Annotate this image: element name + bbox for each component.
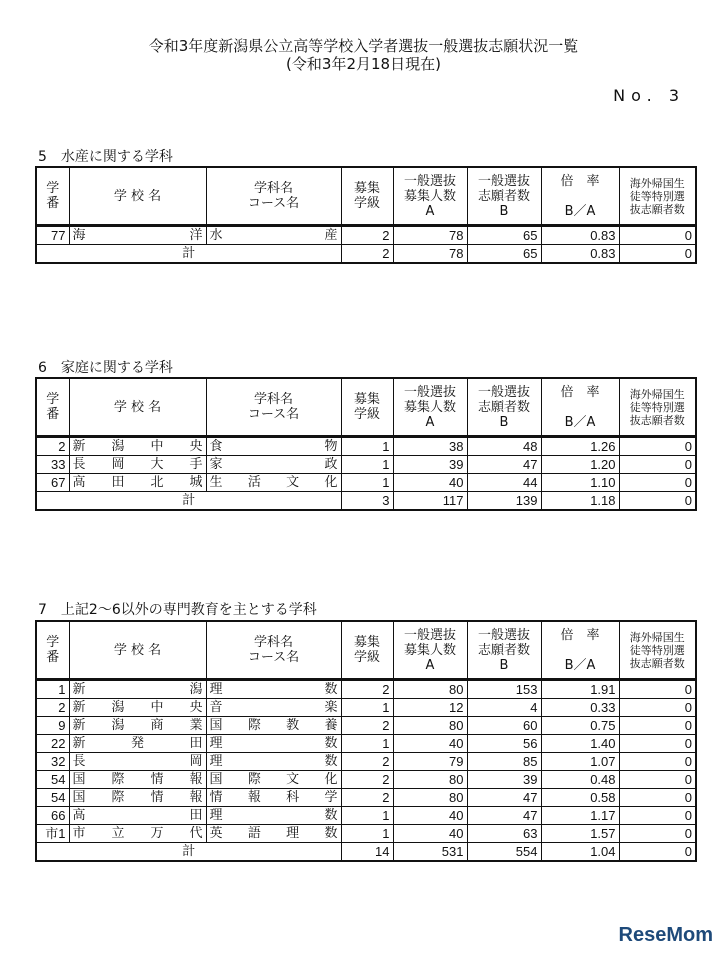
cell-school: 高田北城: [69, 474, 206, 492]
total-ratio: 1.18: [541, 492, 619, 511]
cell-ratio: 0.48: [541, 771, 619, 789]
header-dept: 学科名 コース名: [206, 621, 341, 680]
cell-overseas: 0: [619, 456, 696, 474]
cell-b: 44: [467, 474, 541, 492]
header-no: 学番: [36, 167, 69, 226]
header-b: 一般選抜 志願者数 B: [467, 167, 541, 226]
cell-overseas: 0: [619, 474, 696, 492]
cell-overseas: 0: [619, 789, 696, 807]
section-title: 5 水産に関する学科: [38, 149, 173, 165]
cell-classes: 1: [341, 699, 393, 717]
cell-school: 長岡大手: [69, 456, 206, 474]
cell-no: 1: [36, 680, 69, 699]
cell-b: 85: [467, 753, 541, 771]
cell-classes: 2: [341, 753, 393, 771]
cell-a: 38: [393, 437, 467, 456]
header-ratio: 倍 率 B／A: [541, 621, 619, 680]
table-row: [36, 474, 696, 492]
cell-overseas: 0: [619, 717, 696, 735]
cell-classes: 2: [341, 680, 393, 699]
table-row: [36, 825, 696, 843]
cell-no: 67: [36, 474, 69, 492]
cell-no: 54: [36, 771, 69, 789]
cell-classes: 1: [341, 437, 393, 456]
section-title: 6 家庭に関する学科: [38, 360, 173, 376]
total-row: [36, 843, 696, 862]
cell-dept: 英語理数: [206, 825, 341, 843]
cell-b: 4: [467, 699, 541, 717]
cell-dept: 理数: [206, 807, 341, 825]
header-classes: 募集 学級: [341, 621, 393, 680]
page-number: No. 3: [613, 86, 685, 105]
cell-dept: 家政: [206, 456, 341, 474]
cell-dept: 理数: [206, 753, 341, 771]
header-school: 学 校 名: [69, 167, 206, 226]
cell-a: 79: [393, 753, 467, 771]
total-b: 65: [467, 245, 541, 264]
cell-school: 市立万代: [69, 825, 206, 843]
applicants-table: [35, 166, 697, 264]
table-row: [36, 456, 696, 474]
header-dept: 学科名 コース名: [206, 378, 341, 437]
cell-school: 国際情報: [69, 789, 206, 807]
total-label: 計: [36, 492, 341, 511]
cell-dept: 国際教養: [206, 717, 341, 735]
cell-a: 80: [393, 717, 467, 735]
cell-b: 47: [467, 807, 541, 825]
section-title: 7 上記2～6以外の専門教育を主とする学科: [38, 602, 317, 618]
cell-classes: 2: [341, 717, 393, 735]
resemom-logo: ReseMom: [618, 924, 713, 946]
cell-overseas: 0: [619, 825, 696, 843]
cell-school: 高田: [69, 807, 206, 825]
header-overseas: 海外帰国生 徒等特別選 抜志願者数: [619, 378, 696, 437]
header-ratio: 倍 率 B／A: [541, 167, 619, 226]
cell-overseas: 0: [619, 680, 696, 699]
table-row: [36, 771, 696, 789]
cell-b: 65: [467, 226, 541, 245]
cell-no: 2: [36, 699, 69, 717]
table-row: [36, 680, 696, 699]
cell-school: 長岡: [69, 753, 206, 771]
cell-dept: 食物: [206, 437, 341, 456]
cell-a: 40: [393, 735, 467, 753]
cell-school: 新潟中央: [69, 699, 206, 717]
applicants-table: [35, 377, 697, 511]
cell-b: 153: [467, 680, 541, 699]
cell-dept: 水産: [206, 226, 341, 245]
total-a: 78: [393, 245, 467, 264]
total-b: 139: [467, 492, 541, 511]
cell-a: 12: [393, 699, 467, 717]
total-classes: 2: [341, 245, 393, 264]
cell-dept: 理数: [206, 735, 341, 753]
cell-classes: 1: [341, 735, 393, 753]
cell-ratio: 0.58: [541, 789, 619, 807]
cell-no: 9: [36, 717, 69, 735]
cell-school: 新潟商業: [69, 717, 206, 735]
cell-overseas: 0: [619, 226, 696, 245]
cell-a: 39: [393, 456, 467, 474]
cell-a: 80: [393, 771, 467, 789]
cell-no: 22: [36, 735, 69, 753]
cell-a: 40: [393, 474, 467, 492]
cell-ratio: 1.10: [541, 474, 619, 492]
table-row: [36, 753, 696, 771]
header-a: 一般選抜 募集人数 A: [393, 621, 467, 680]
applicants-table: [35, 620, 697, 862]
header-no: 学番: [36, 621, 69, 680]
header-school: 学 校 名: [69, 621, 206, 680]
cell-a: 40: [393, 825, 467, 843]
cell-b: 39: [467, 771, 541, 789]
total-ratio: 1.04: [541, 843, 619, 862]
cell-school: 新潟中央: [69, 437, 206, 456]
cell-b: 60: [467, 717, 541, 735]
cell-classes: 1: [341, 456, 393, 474]
table-row: [36, 717, 696, 735]
total-row: [36, 245, 696, 264]
header-classes: 募集 学級: [341, 378, 393, 437]
cell-school: 新潟: [69, 680, 206, 699]
table-row: [36, 699, 696, 717]
header-overseas: 海外帰国生 徒等特別選 抜志願者数: [619, 167, 696, 226]
header-a: 一般選抜 募集人数 A: [393, 167, 467, 226]
header-row: [36, 378, 696, 437]
total-label: 計: [36, 245, 341, 264]
table-row: [36, 789, 696, 807]
table-row: [36, 807, 696, 825]
cell-classes: 2: [341, 789, 393, 807]
cell-overseas: 0: [619, 699, 696, 717]
cell-school: 海洋: [69, 226, 206, 245]
cell-ratio: 1.20: [541, 456, 619, 474]
total-a: 531: [393, 843, 467, 862]
header-no: 学番: [36, 378, 69, 437]
cell-no: 33: [36, 456, 69, 474]
cell-ratio: 1.26: [541, 437, 619, 456]
document-subtitle: (令和3年2月18日現在): [286, 55, 441, 73]
total-label: 計: [36, 843, 341, 862]
cell-b: 56: [467, 735, 541, 753]
cell-overseas: 0: [619, 735, 696, 753]
cell-dept: 音楽: [206, 699, 341, 717]
total-overseas: 0: [619, 245, 696, 264]
header-b: 一般選抜 志願者数 B: [467, 621, 541, 680]
cell-a: 80: [393, 680, 467, 699]
header-row: [36, 621, 696, 680]
cell-dept: 理数: [206, 680, 341, 699]
cell-ratio: 1.07: [541, 753, 619, 771]
cell-classes: 2: [341, 771, 393, 789]
total-overseas: 0: [619, 843, 696, 862]
table-row: [36, 735, 696, 753]
cell-ratio: 1.57: [541, 825, 619, 843]
cell-no: 32: [36, 753, 69, 771]
cell-classes: 2: [341, 226, 393, 245]
document-title: 令和3年度新潟県公立高等学校入学者選抜一般選抜志願状況一覧: [148, 37, 579, 55]
cell-ratio: 0.83: [541, 226, 619, 245]
cell-dept: 国際文化: [206, 771, 341, 789]
cell-school: 新発田: [69, 735, 206, 753]
cell-overseas: 0: [619, 771, 696, 789]
cell-dept: 生活文化: [206, 474, 341, 492]
cell-b: 47: [467, 789, 541, 807]
cell-no: 77: [36, 226, 69, 245]
cell-ratio: 1.91: [541, 680, 619, 699]
cell-no: 54: [36, 789, 69, 807]
header-classes: 募集 学級: [341, 167, 393, 226]
cell-school: 国際情報: [69, 771, 206, 789]
cell-ratio: 1.17: [541, 807, 619, 825]
cell-b: 48: [467, 437, 541, 456]
cell-a: 78: [393, 226, 467, 245]
header-school: 学 校 名: [69, 378, 206, 437]
header-b: 一般選抜 志願者数 B: [467, 378, 541, 437]
cell-dept: 情報科学: [206, 789, 341, 807]
cell-ratio: 0.33: [541, 699, 619, 717]
cell-classes: 1: [341, 474, 393, 492]
cell-ratio: 1.40: [541, 735, 619, 753]
cell-overseas: 0: [619, 807, 696, 825]
header-row: [36, 167, 696, 226]
cell-ratio: 0.75: [541, 717, 619, 735]
total-a: 117: [393, 492, 467, 511]
cell-classes: 1: [341, 807, 393, 825]
cell-classes: 1: [341, 825, 393, 843]
cell-b: 47: [467, 456, 541, 474]
table-row: [36, 437, 696, 456]
cell-a: 80: [393, 789, 467, 807]
cell-no: 市1: [36, 825, 69, 843]
cell-overseas: 0: [619, 753, 696, 771]
cell-a: 40: [393, 807, 467, 825]
total-classes: 14: [341, 843, 393, 862]
header-ratio: 倍 率 B／A: [541, 378, 619, 437]
total-overseas: 0: [619, 492, 696, 511]
cell-no: 66: [36, 807, 69, 825]
total-b: 554: [467, 843, 541, 862]
total-classes: 3: [341, 492, 393, 511]
total-row: [36, 492, 696, 511]
header-overseas: 海外帰国生 徒等特別選 抜志願者数: [619, 621, 696, 680]
cell-no: 2: [36, 437, 69, 456]
cell-overseas: 0: [619, 437, 696, 456]
table-row: [36, 226, 696, 245]
header-dept: 学科名 コース名: [206, 167, 341, 226]
header-a: 一般選抜 募集人数 A: [393, 378, 467, 437]
total-ratio: 0.83: [541, 245, 619, 264]
cell-b: 63: [467, 825, 541, 843]
